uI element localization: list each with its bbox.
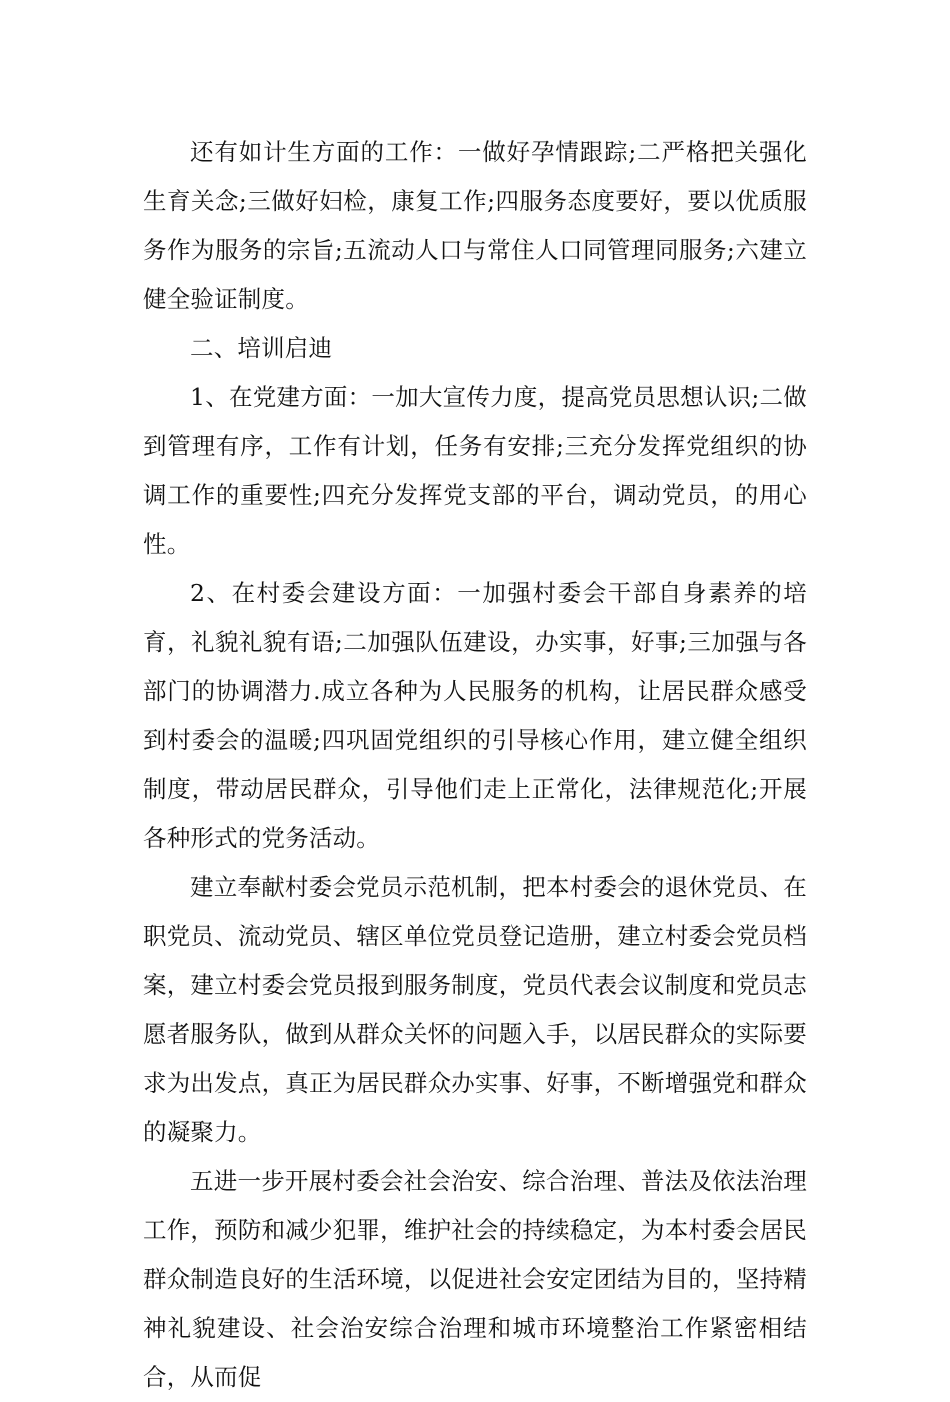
section-heading-training: 二、培训启迪 (190, 334, 333, 362)
paragraph-party-building: 1、在党建方面：一加大宣传力度，提高党员思想认识;二做到管理有序，工作有计划，任务有安排;三充分发挥党组织的协调工作的重要性;四充分发挥党支部的平台，调动党员，的用心性。 (143, 383, 807, 558)
paragraph-village-committee: 2、在村委会建设方面：一加强村委会干部自身素养的培育，礼貌礼貌有语;二加强队伍建设，办实事，好事;三加强与各部门的协调潜力.成立各种为人民服务的机构，让居民群众感受到村委会的温暖;四巩固党组织的引导核心作用，建立健全组织制度，带动居民群众，引导他们走上正常化，法律规范化;开展各种形式的党务活动。 (143, 579, 807, 852)
paragraph-public-security: 五进一步开展村委会社会治安、综合治理、普法及依法治理工作，预防和减少犯罪，维护社会的持续稳定，为本村委会居民群众制造良好的生活环境，以促进社会安定团结为目的，坚持精神礼貌建设、社会治安综合治理和城市环境整治工作紧密相结合，从而促 (143, 1167, 807, 1391)
paragraph-party-member-mechanism: 建立奉献村委会党员示范机制，把本村委会的退休党员、在职党员、流动党员、辖区单位党员登记造册，建立村委会党员档案，建立村委会党员报到服务制度，党员代表会议制度和党员志愿者服务队，做到从群众关怀的问题入手，以居民群众的实际要求为出发点，真正为居民群众办实事、好事，不断增强党和群众的凝聚力。 (143, 873, 807, 1146)
paragraph-family-planning: 还有如计生方面的工作：一做好孕情跟踪;二严格把关强化生育关念;三做好妇检，康复工作;四服务态度要好，要以优质服务作为服务的宗旨;五流动人口与常住人口同管理同服务;六建立健全验证制度。 (143, 138, 807, 313)
document-body (143, 128, 807, 1402)
